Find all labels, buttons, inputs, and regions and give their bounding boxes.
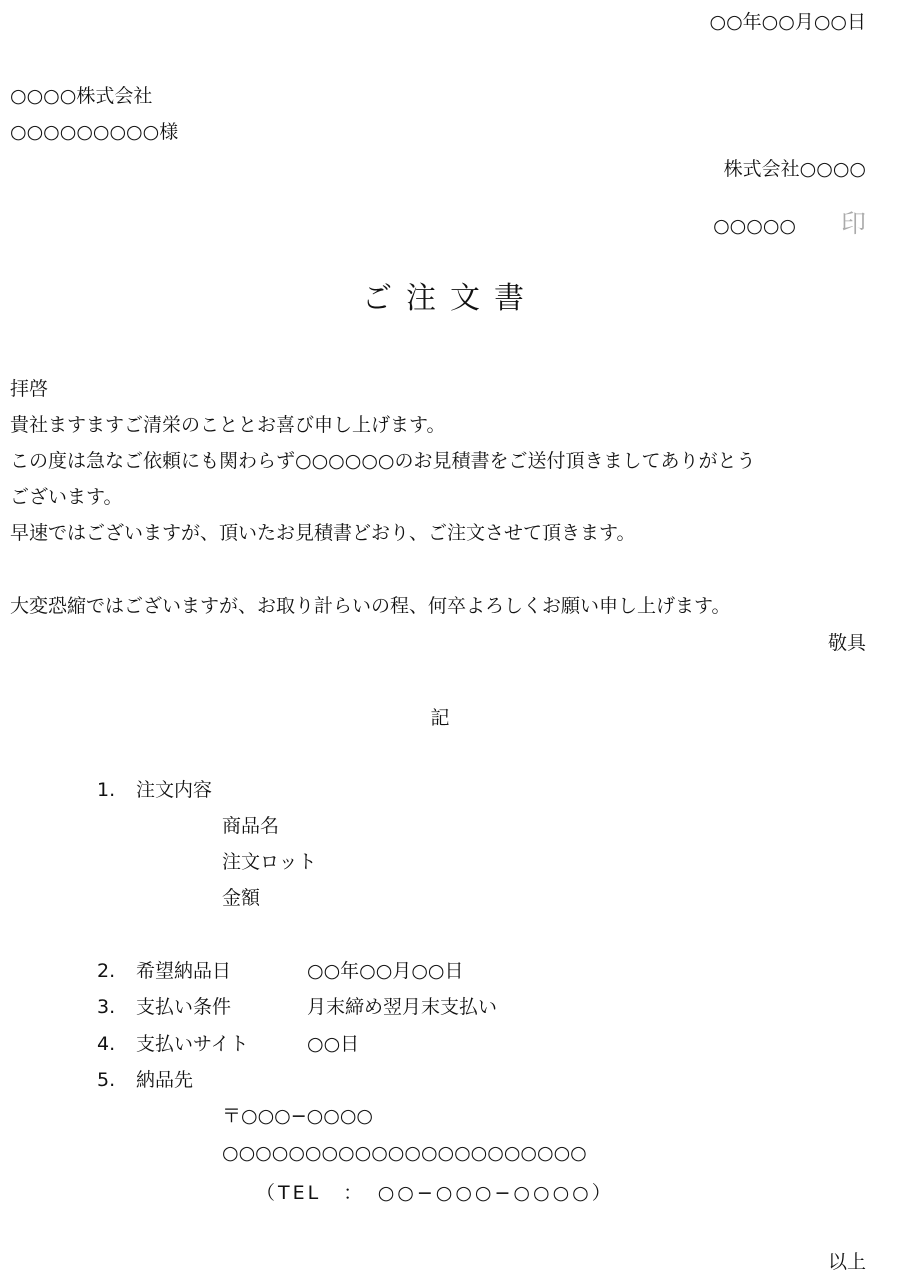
item-4-number: 4. bbox=[97, 1033, 116, 1055]
body-line-3: ございます。 bbox=[10, 486, 123, 508]
item-1-amount: 金額 bbox=[222, 887, 261, 909]
seal-mark: 印 bbox=[840, 209, 866, 238]
sender-company: 株式会社○○○○ bbox=[723, 158, 866, 180]
item-1-number: 1. bbox=[97, 779, 116, 801]
body-line-2: この度は急なご依頼にも関わらず○○○○○○のお見積書をご送付頂きましてありがとう bbox=[10, 450, 756, 472]
item-5-address: ○○○○○○○○○○○○○○○○○○○○○○ bbox=[222, 1142, 587, 1164]
item-5-number: 5. bbox=[97, 1069, 116, 1091]
document-date: ○○年○○月○○日 bbox=[709, 11, 866, 33]
recipient-person: ○○○○○○○○○様 bbox=[10, 121, 179, 143]
item-4-value: ○○日 bbox=[307, 1033, 360, 1055]
body-line-5: 大変恐縮ではございますが、お取り計らいの程、何卒よろしくお願い申し上げます。 bbox=[10, 595, 731, 617]
document-title: ご注文書 bbox=[362, 281, 538, 316]
recipient-company: ○○○○株式会社 bbox=[10, 85, 153, 107]
ending-mark: 以上 bbox=[827, 1251, 866, 1273]
item-3-label: 支払い条件 bbox=[136, 996, 232, 1018]
item-1-order-lot: 注文ロット bbox=[222, 851, 317, 873]
item-5-telephone: （TEL ： ○○−○○○−○○○○） bbox=[256, 1182, 614, 1204]
item-2-value: ○○年○○月○○日 bbox=[307, 960, 464, 982]
body-line-4: 早速ではございますが、頂いたお見積書どおり、ご注文させて頂きます。 bbox=[10, 522, 636, 544]
item-3-value: 月末締め翌月末支払い bbox=[307, 996, 498, 1018]
item-1-label: 注文内容 bbox=[136, 779, 213, 801]
body-line-1: 貴社ますますご清栄のこととお喜び申し上げます。 bbox=[10, 414, 446, 436]
item-2-label: 希望納品日 bbox=[136, 960, 232, 982]
sender-name: ○○○○○ bbox=[713, 215, 796, 237]
opening-greeting: 拝啓 bbox=[10, 378, 49, 400]
closing-greeting: 敬具 bbox=[827, 632, 866, 654]
ki-heading: 記 bbox=[430, 707, 450, 729]
item-4-label: 支払いサイト bbox=[136, 1033, 249, 1055]
item-5-label: 納品先 bbox=[136, 1069, 194, 1091]
item-2-number: 2. bbox=[97, 960, 116, 982]
item-5-postal-code: 〒○○○−○○○○ bbox=[222, 1105, 373, 1127]
item-3-number: 3. bbox=[97, 996, 116, 1018]
item-1-product-name: 商品名 bbox=[222, 815, 280, 837]
